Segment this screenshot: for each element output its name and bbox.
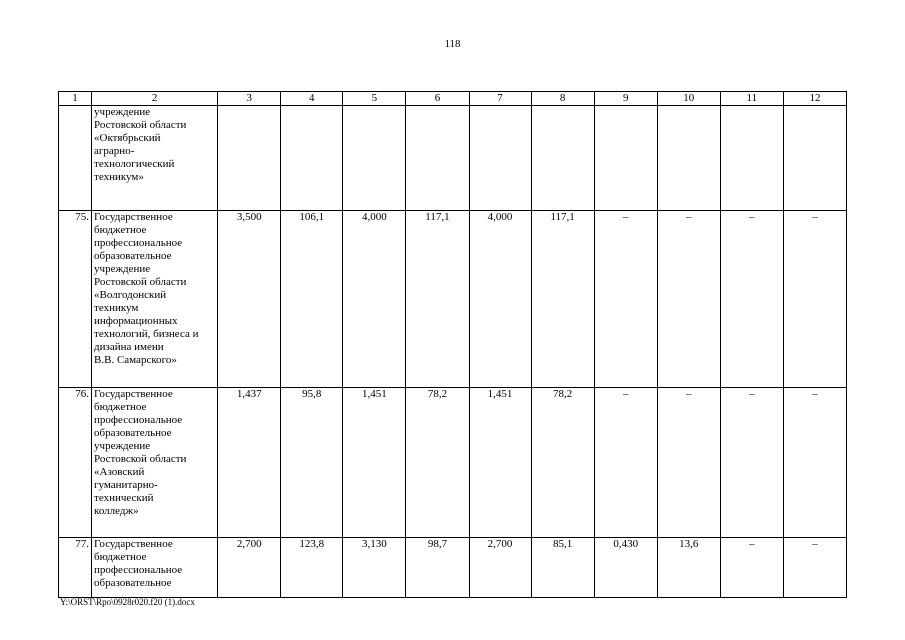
column-header: 5 (343, 92, 406, 106)
column-header: 2 (92, 92, 218, 106)
institution-name: Государственное бюджетное профессиональное образовательное учреждение Ростовской области «Азовский гуманитарно- технический колледж» (92, 388, 218, 538)
column-header: 6 (406, 92, 469, 106)
column-header: 3 (218, 92, 281, 106)
cell-value (281, 106, 343, 211)
cell-value: 78,2 (531, 388, 594, 538)
cell-value: 106,1 (281, 211, 343, 388)
cell-value: 2,700 (469, 538, 531, 598)
cell-value: 1,451 (469, 388, 531, 538)
cell-value (218, 106, 281, 211)
column-header: 7 (469, 92, 531, 106)
column-header: 8 (531, 92, 594, 106)
cell-value: 85,1 (531, 538, 594, 598)
cell-value: – (783, 538, 846, 598)
column-header: 10 (657, 92, 720, 106)
cell-value (594, 106, 657, 211)
cell-value: 0,430 (594, 538, 657, 598)
cell-value (531, 106, 594, 211)
cell-value: 1,451 (343, 388, 406, 538)
cell-value (657, 106, 720, 211)
column-header: 11 (720, 92, 783, 106)
cell-value: – (657, 388, 720, 538)
row-number: 77. (59, 538, 92, 598)
institution-name: Государственное бюджетное профессиональное образовательное учреждение Ростовской области «Волгодонский техникум информационных технологий, бизнеса и дизайна имени В.В. Самарского» (92, 211, 218, 388)
column-header: 12 (783, 92, 846, 106)
cell-value (720, 106, 783, 211)
page-number: 118 (444, 38, 461, 50)
cell-value: – (594, 211, 657, 388)
cell-value: – (594, 388, 657, 538)
file-path: Y:\ORST\Rpo\0928r020.f20 (1).docx (60, 597, 195, 607)
cell-value: 13,6 (657, 538, 720, 598)
cell-value (343, 106, 406, 211)
cell-value: – (720, 388, 783, 538)
column-header: 9 (594, 92, 657, 106)
cell-value: 117,1 (406, 211, 469, 388)
cell-value (406, 106, 469, 211)
table-row (59, 388, 847, 538)
cell-value: 95,8 (281, 388, 343, 538)
cell-value: 3,130 (343, 538, 406, 598)
cell-value: 1,437 (218, 388, 281, 538)
row-number (59, 106, 92, 211)
cell-value (469, 106, 531, 211)
cell-value: 78,2 (406, 388, 469, 538)
cell-value: 2,700 (218, 538, 281, 598)
row-number: 76. (59, 388, 92, 538)
table-row (59, 211, 847, 388)
cell-value: – (783, 388, 846, 538)
column-number-row (59, 92, 847, 106)
cell-value: – (657, 211, 720, 388)
row-number: 75. (59, 211, 92, 388)
institution-name: учреждение Ростовской области «Октябрьский аграрно- технологический техникум» (92, 106, 218, 211)
institution-name: Государственное бюджетное профессиональное образовательное (92, 538, 218, 598)
cell-value: 123,8 (281, 538, 343, 598)
table-row (59, 106, 847, 211)
table-row (59, 538, 847, 598)
cell-value: 98,7 (406, 538, 469, 598)
cell-value: 3,500 (218, 211, 281, 388)
cell-value (783, 106, 846, 211)
cell-value: – (783, 211, 846, 388)
cell-value: – (720, 538, 783, 598)
cell-value: 117,1 (531, 211, 594, 388)
data-table (58, 91, 847, 598)
cell-value: – (720, 211, 783, 388)
cell-value: 4,000 (343, 211, 406, 388)
column-header: 4 (281, 92, 343, 106)
column-header: 1 (59, 92, 92, 106)
cell-value: 4,000 (469, 211, 531, 388)
